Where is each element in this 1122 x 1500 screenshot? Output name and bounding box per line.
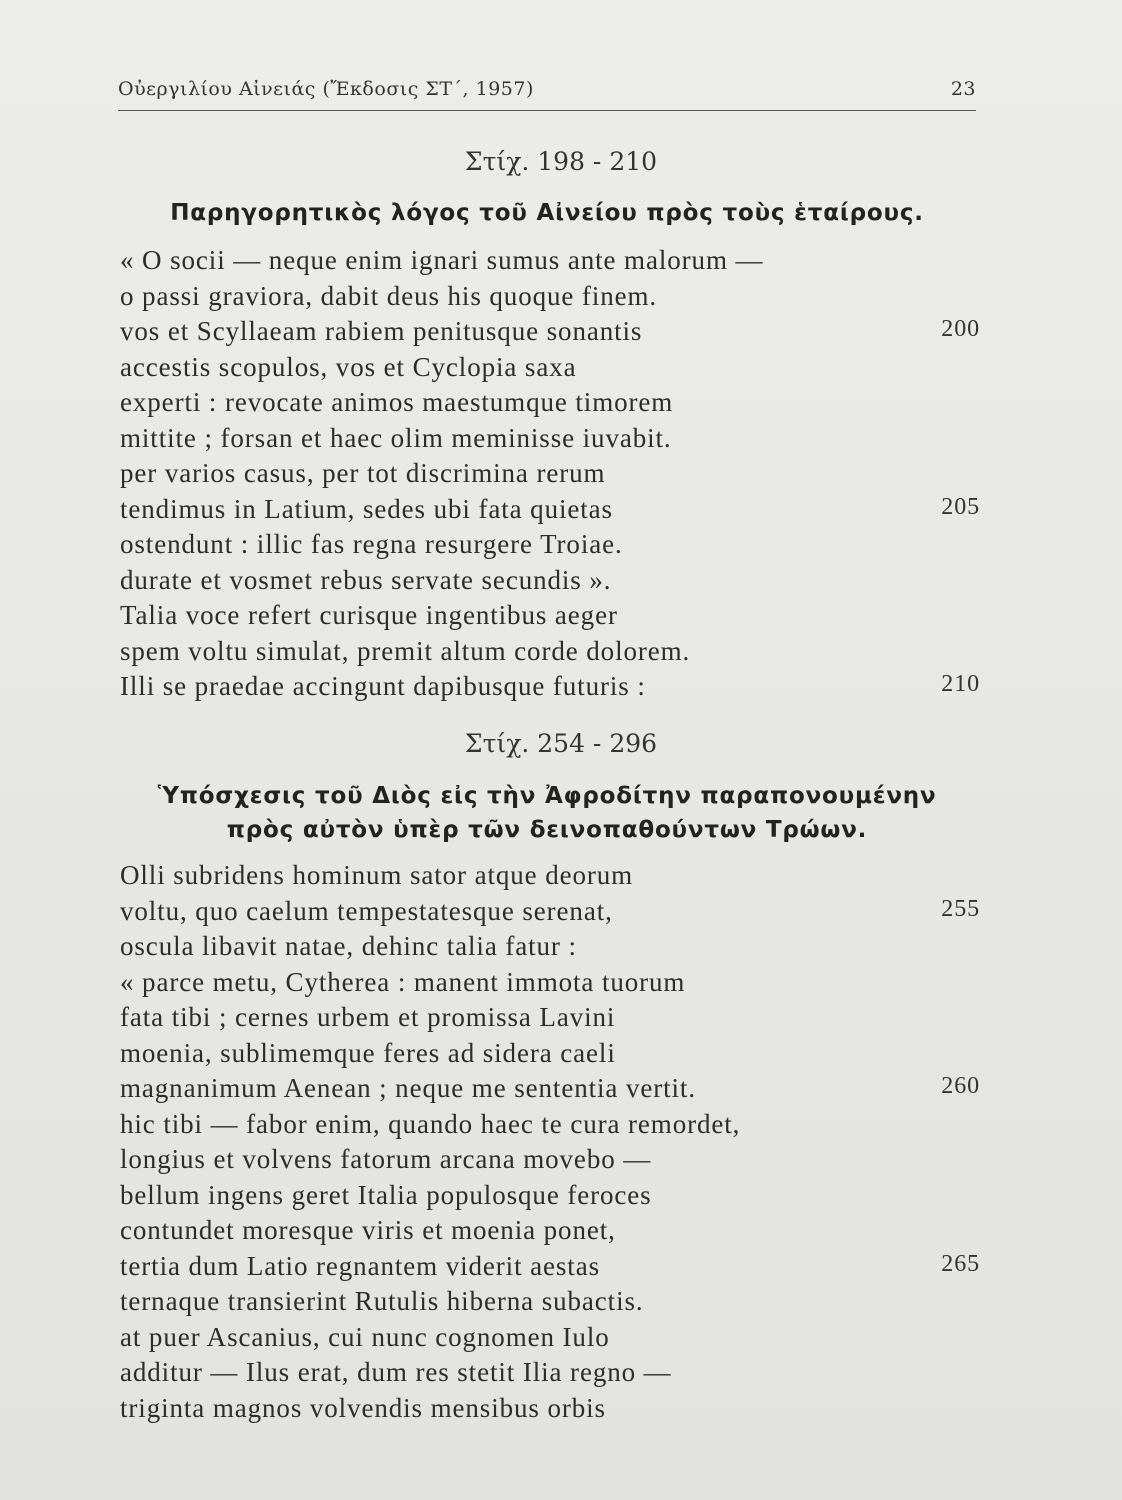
- line-number: 260: [941, 1073, 980, 1099]
- line-number: 200: [941, 316, 980, 342]
- verse-line: [120, 931, 980, 967]
- header-rule: [118, 110, 976, 111]
- verse-text: tertia dum Latio regnantem viderit aestas: [120, 1250, 600, 1281]
- verse-line: [120, 1286, 980, 1322]
- verse-line: [120, 1357, 980, 1393]
- verse-line: [120, 1215, 980, 1251]
- verse-line: [120, 1180, 980, 1216]
- verse-line: [120, 387, 980, 423]
- verse-line: [120, 316, 980, 352]
- verse-line: [120, 494, 980, 530]
- verse-text: « parce metu, Cytherea : manent immota tuorum: [120, 966, 686, 997]
- verse-text: spem voltu simulat, premit altum corde dolorem.: [120, 635, 691, 666]
- verse-text: mittite ; forsan et haec olim meminisse iuvabit.: [120, 422, 672, 453]
- line-number: 205: [941, 493, 980, 520]
- verse-text: at puer Ascanius, cui nunc cognomen Iulo: [120, 1321, 610, 1352]
- verse-line: [120, 281, 980, 317]
- verse-line: [120, 458, 980, 494]
- verse-line: [120, 1251, 980, 1287]
- verse-text: magnanimum Aenean ; neque me sententia vertit.: [120, 1073, 696, 1103]
- section1-verses: [120, 245, 980, 707]
- verse-text: moenia, sublimemque feres ad sidera caeli: [120, 1037, 616, 1068]
- verse-line: [120, 1073, 980, 1109]
- running-head: [118, 78, 976, 102]
- section2-verse-ref: Στίχ. 254 - 296: [464, 729, 658, 758]
- section1-verse-ref: Στίχ. 198 - 210: [464, 147, 658, 176]
- running-head-title: Οὐεργιλίου Αἰνειάς (Ἔκδοσις ΣΤ΄, 1957): [118, 78, 534, 100]
- verse-line: [120, 529, 980, 565]
- verse-text: ostendunt : illic fas regna resurgere Troiae.: [120, 529, 623, 559]
- verse-line: [120, 565, 980, 601]
- verse-text: bellum ingens geret Italia populosque feroces: [120, 1179, 652, 1210]
- verse-text: tendimus in Latium, sedes ubi fata quietas: [120, 493, 613, 524]
- verse-text: additur — Ilus erat, dum res stetit Ilia regno —: [120, 1357, 672, 1387]
- verse-text: voltu, quo caelum tempestatesque serenat,: [120, 895, 613, 926]
- verse-text: hic tibi — fabor enim, quando haec te cura remordet,: [120, 1108, 741, 1139]
- verse-line: [120, 352, 980, 388]
- verse-line: [120, 1038, 980, 1074]
- verse-line: [120, 1144, 980, 1180]
- line-number: 255: [941, 895, 980, 922]
- verse-text: fata tibi ; cernes urbem et promissa Lavini: [120, 1002, 616, 1032]
- page-number: 23: [950, 78, 976, 100]
- section2-heading-line2: πρὸς αὐτὸν ὑπὲρ τῶν δεινοπαθούντων Τρώων.: [226, 817, 868, 843]
- verse-text: Talia voce refert curisque ingentibus aeger: [120, 600, 618, 630]
- verse-line: [120, 245, 980, 281]
- verse-line: [120, 860, 980, 896]
- verse-line: [120, 967, 980, 1003]
- verse-text: accestis scopulos, vos et Cyclopia saxa: [120, 351, 577, 382]
- verse-line: [120, 600, 980, 636]
- line-number: 210: [941, 671, 980, 697]
- section2-heading-line1: Ὑπόσχεσις τοῦ Διὸς εἰς τὴν Ἀφροδίτην παραπονουμένην: [157, 783, 937, 809]
- verse-line: [120, 423, 980, 459]
- verse-text: o passi graviora, dabit deus his quoque finem.: [120, 280, 658, 311]
- verse-text: ternaque transierint Rutulis hiberna subactis.: [120, 1286, 644, 1316]
- verse-text: Illi se praedae accingunt dapibusque futuris :: [120, 671, 646, 701]
- verse-text: Olli subridens hominum sator atque deorum: [120, 860, 634, 890]
- verse-text: vos et Scyllaeam rabiem penitusque sonantis: [120, 316, 643, 346]
- verse-line: [120, 1322, 980, 1358]
- verse-line: [120, 1393, 980, 1429]
- verse-text: triginta magnos volvendis mensibus orbis: [120, 1392, 606, 1423]
- section1-heading: Παρηγορητικὸς λόγος τοῦ Αἰνείου πρὸς τοὺς ἑταίρους.: [170, 200, 924, 226]
- line-number: 265: [941, 1250, 980, 1277]
- verse-line: [120, 671, 980, 707]
- verse-line: [120, 1109, 980, 1145]
- verse-text: per varios casus, per tot discrimina rerum: [120, 458, 606, 488]
- verse-text: durate et vosmet rebus servate secundis ».: [120, 564, 612, 595]
- verse-line: [120, 1002, 980, 1038]
- section2-verses: [120, 860, 980, 1428]
- verse-line: [120, 896, 980, 932]
- verse-text: longius et volvens fatorum arcana movebo —: [120, 1144, 652, 1174]
- verse-text: oscula libavit natae, dehinc talia fatur :: [120, 931, 577, 961]
- verse-text: contundet moresque viris et moenia ponet,: [120, 1215, 616, 1245]
- verse-text: experti : revocate animos maestumque timorem: [120, 387, 674, 417]
- verse-line: [120, 636, 980, 672]
- verse-text: « O socii — neque enim ignari sumus ante malorum —: [120, 245, 764, 275]
